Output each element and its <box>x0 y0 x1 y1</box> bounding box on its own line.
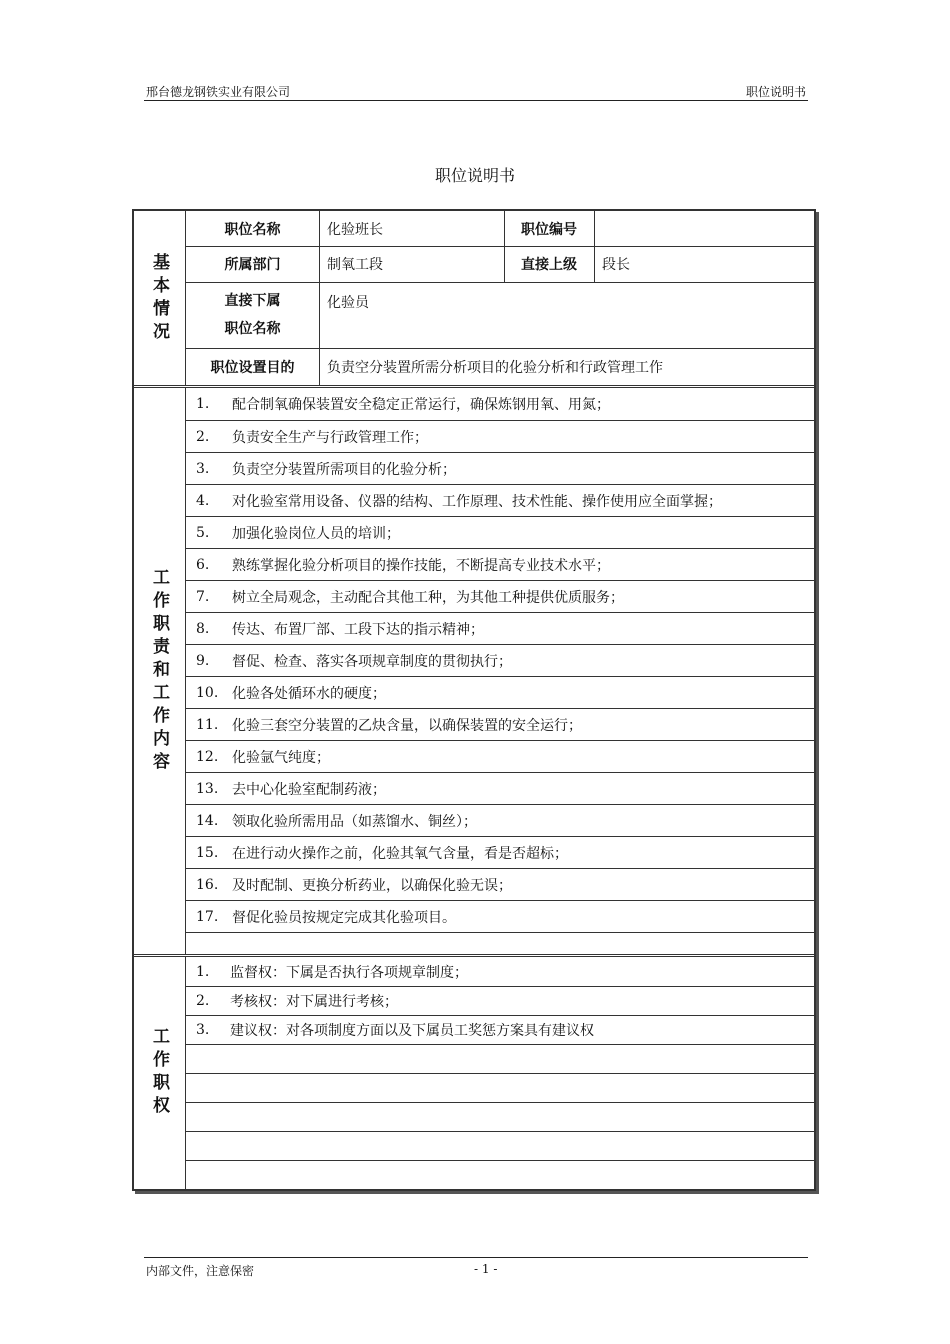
duty-item <box>186 676 814 708</box>
duty-item-number: 9. <box>196 652 210 669</box>
dept-value: 制氧工段 <box>327 257 383 273</box>
divider <box>186 282 814 283</box>
duty-item-number: 12. <box>196 748 219 765</box>
purpose-label: 职位设置目的 <box>210 360 295 376</box>
duty-item-number: 14. <box>196 812 219 829</box>
subordinate-label <box>186 282 319 348</box>
dept-label: 所属部门 <box>224 257 281 273</box>
divider <box>186 348 814 349</box>
page-footer <box>144 1257 808 1278</box>
duty-item-number: 13. <box>196 780 219 797</box>
duty-item-text: 领取化验所需用品（如蒸馏水、铜丝）； <box>232 813 477 830</box>
duty-item <box>186 836 814 868</box>
subordinate-label-line1: 直接下属 <box>224 293 281 309</box>
document-title: 职位说明书 <box>434 166 515 185</box>
duty-item <box>186 452 814 484</box>
page-number: - 1 - <box>474 1262 498 1276</box>
duty-item-text: 督促、检查、落实各项规章制度的贯彻执行； <box>232 653 512 670</box>
superior-label: 直接上级 <box>521 257 577 273</box>
duty-item-text: 去中心化验室配制药液； <box>232 781 386 798</box>
authority-item-text: 建议权：对各项制度方面以及下属员工奖惩方案具有建议权 <box>230 1023 594 1039</box>
duty-item <box>186 804 814 836</box>
duty-item-number: 7. <box>196 588 210 605</box>
duty-item-text: 化验氩气纯度； <box>232 749 330 766</box>
duty-item-text: 熟练掌握化验分析项目的操作技能，不断提高专业技术水平； <box>232 557 610 574</box>
empty-row <box>186 1160 814 1189</box>
empty-row <box>186 1102 814 1131</box>
empty-row <box>186 1131 814 1160</box>
divider <box>186 932 814 933</box>
authority-item-text: 监督权：下属是否执行各项规章制度； <box>230 964 468 981</box>
authority-item-number: 3. <box>196 1022 210 1038</box>
duty-item <box>186 772 814 804</box>
duty-item-text: 化验三套空分装置的乙炔含量，以确保装置的安全运行； <box>232 717 582 734</box>
duty-item-text: 加强化验岗位人员的培训； <box>232 525 400 542</box>
duty-item-number: 1. <box>196 396 210 412</box>
position-no-label: 职位编号 <box>521 221 577 238</box>
authority-item <box>186 986 814 1015</box>
authority-item-number: 2. <box>196 993 210 1009</box>
duty-item <box>186 580 814 612</box>
page-header <box>144 80 808 101</box>
duty-item <box>186 900 814 932</box>
duty-item-text: 负责空分装置所需项目的化验分析； <box>232 461 456 478</box>
authority-item <box>186 957 814 986</box>
duties-section-label: 工作职责和工作内容 <box>134 388 186 955</box>
duty-item <box>186 612 814 644</box>
company-name: 邢台德龙钢铁实业有限公司 <box>146 85 291 99</box>
authority-item <box>186 1015 814 1044</box>
confidential-note: 内部文件，注意保密 <box>146 1264 255 1278</box>
duty-item-number: 4. <box>196 492 210 509</box>
duty-item-text: 在进行动火操作之前，化验其氧气含量，看是否超标； <box>232 845 568 862</box>
duty-item-number: 11. <box>196 716 219 733</box>
duty-item-text: 督促化验员按规定完成其化验项目。 <box>232 909 456 926</box>
duty-item <box>186 868 814 900</box>
superior-value: 段长 <box>602 257 630 273</box>
duty-item <box>186 388 814 420</box>
empty-row <box>186 1073 814 1102</box>
purpose-value: 负责空分装置所需分析项目的化验分析和行政管理工作 <box>327 360 663 376</box>
duty-item <box>186 548 814 580</box>
authority-section-label: 工作职权 <box>134 957 186 1189</box>
duty-item-number: 5. <box>196 524 210 541</box>
position-no-value <box>594 211 814 246</box>
duty-item-text: 对化验室常用设备、仪器的结构、工作原理、技术性能、操作使用应全面掌握； <box>232 493 722 510</box>
duty-item-text: 化验各处循环水的硬度； <box>232 685 386 702</box>
duty-item-text: 配合制氧确保装置安全稳定正常运行，确保炼钢用氧、用氮； <box>232 397 610 413</box>
header-doc-type: 职位说明书 <box>745 85 806 99</box>
job-description-form <box>132 209 816 1191</box>
authority-item-text: 考核权：对下属进行考核； <box>230 994 398 1010</box>
duty-item-text: 树立全局观念，主动配合其他工种，为其他工种提供优质服务； <box>232 589 624 606</box>
duty-item-number: 6. <box>196 556 210 573</box>
position-name-value: 化验班长 <box>327 221 383 238</box>
position-name-label: 职位名称 <box>224 221 281 238</box>
empty-row <box>186 1044 814 1073</box>
duty-item-number: 16. <box>196 876 219 893</box>
duty-item-text: 传达、布置厂部、工段下达的指示精神； <box>232 621 484 638</box>
authority-item-number: 1. <box>196 963 210 980</box>
duty-item <box>186 420 814 452</box>
duty-item-number: 10. <box>196 684 219 701</box>
duty-item-number: 15. <box>196 844 219 861</box>
duty-item-number: 17. <box>196 908 219 925</box>
duty-item <box>186 644 814 676</box>
subordinate-label-line2: 职位名称 <box>224 321 281 337</box>
subordinate-value: 化验员 <box>327 295 369 311</box>
duty-item <box>186 740 814 772</box>
duty-item-text: 及时配制、更换分析药业，以确保化验无误； <box>232 877 512 894</box>
duty-item <box>186 516 814 548</box>
divider <box>186 246 814 247</box>
duty-item-number: 8. <box>196 620 210 637</box>
duty-item <box>186 484 814 516</box>
basic-info-section-label: 基本情况 <box>134 211 186 386</box>
duty-item-number: 3. <box>196 460 210 477</box>
duty-item <box>186 708 814 740</box>
duty-item-number: 2. <box>196 428 210 445</box>
divider <box>319 211 320 386</box>
duty-item-text: 负责安全生产与行政管理工作； <box>232 429 428 446</box>
